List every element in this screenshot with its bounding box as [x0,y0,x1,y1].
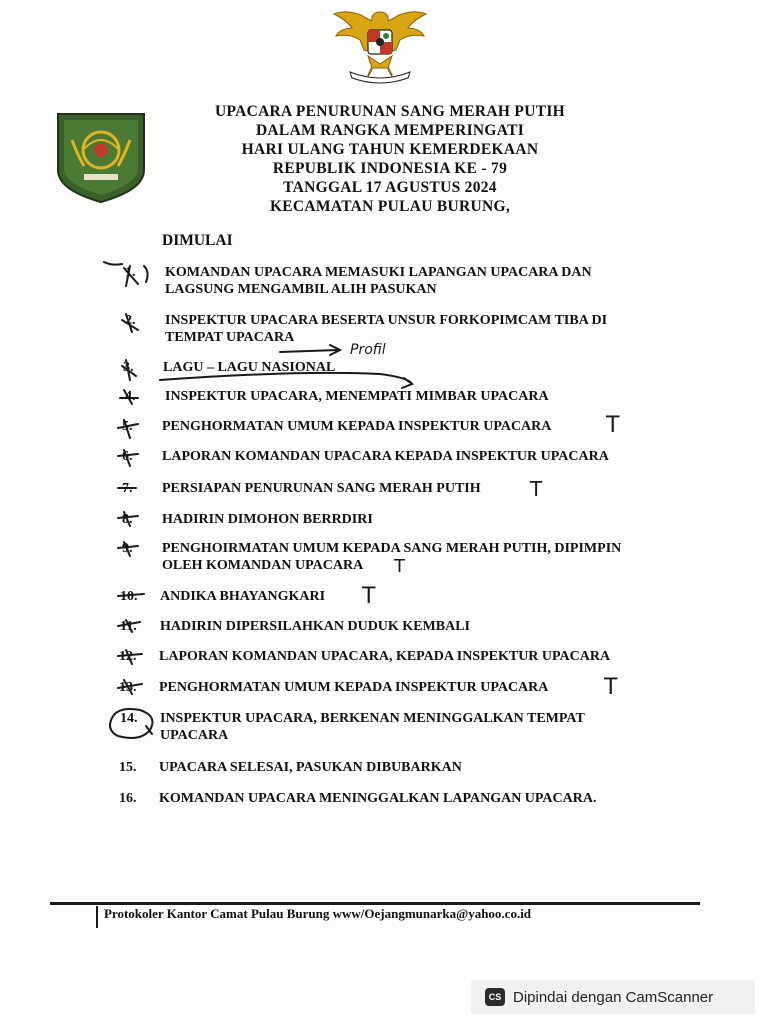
title-line: UPACARA PENURUNAN SANG MERAH PUTIH [214,103,566,120]
item-text: HADIRIN DIMOHON BERRDIRI [162,512,373,527]
camscanner-icon: CS [485,988,505,1006]
list-item [120,588,326,605]
list-item [122,540,622,574]
camscanner-text: Dipindai dengan CamScanner [513,988,714,1006]
profil-note: Profil [350,342,386,358]
list-item [122,418,552,435]
list-item [122,448,609,465]
item-text: TEMPAT UPACARA [165,330,295,345]
list-item [125,388,549,405]
t-mark: T [362,584,376,609]
item-text: PENGHORMATAN UMUM KEPADA INSPEKTUR UPACARA [159,680,549,695]
section-label: DIMULAI [162,232,233,249]
t-mark: T [530,477,543,501]
item-text: OLEH KOMANDAN UPACARA [162,558,364,573]
camscanner-badge [471,980,755,1014]
title-line: HARI ULANG TAHUN KEMERDEKAAN [241,141,539,158]
item-number: 13. [119,680,137,695]
item-number: 5. [122,419,133,434]
item-number: 14. [120,711,138,726]
item-number: 2. [125,313,136,328]
item-text: PENGHORMATAN UMUM KEPADA INSPEKTUR UPACARA [162,419,552,434]
item-number: 9. [122,541,133,556]
item-text: LAPORAN KOMANDAN UPACARA, KEPADA INSPEKTUR UPACARA [159,649,611,664]
item-text: KOMANDAN UPACARA MENINGGALKAN LAPANGAN UPACARA. [159,791,597,806]
title-line: TANGGAL 17 AGUSTUS 2024 [283,179,497,196]
t-mark: T [606,413,620,438]
list-item [120,618,470,635]
item-number: 4. [125,389,136,404]
item-text: LAPORAN KOMANDAN UPACARA KEPADA INSPEKTUR UPACARA [162,449,609,464]
item-number: 15. [119,760,137,775]
t-mark: T [604,675,618,700]
item-number: 8. [122,512,133,527]
t-mark: T [394,556,405,577]
item-number: 1. [125,265,136,280]
item-text: UPACARA [160,728,229,743]
list-item [119,790,597,807]
title-line: DALAM RANGKA MEMPERINGATI [255,122,525,139]
item-text: INSPEKTUR UPACARA BESERTA UNSUR FORKOPIMCAM TIBA DI [165,313,608,328]
item-number: 3. [123,360,134,375]
item-text: INSPEKTUR UPACARA, MENEMPATI MIMBAR UPACARA [165,389,549,404]
list-item [125,312,608,346]
title-line: REPUBLIK INDONESIA KE - 79 [272,160,508,177]
item-text: PERSIAPAN PENURUNAN SANG MERAH PUTIH [162,481,481,496]
footer-rule [50,902,700,905]
list-item [122,511,373,528]
item-text: PENGHOIRMATAN UMUM KEPADA SANG MERAH PUTIH, DIPIMPIN [162,541,622,556]
item-number: 6. [122,449,133,464]
item-number: 10. [120,589,138,604]
item-text: INSPEKTUR UPACARA, BERKENAN MENINGGALKAN TEMPAT [160,711,585,726]
item-number: 12. [119,649,137,664]
item-text: LAGU – LAGU NASIONAL [163,360,336,375]
item-text: KOMANDAN UPACARA MEMASUKI LAPANGAN UPACARA DAN [165,265,592,280]
list-item [125,264,592,298]
item-number: 7. [122,481,133,496]
item-number: 11. [120,619,137,634]
title-line: KECAMATAN PULAU BURUNG, [269,198,511,215]
item-number: 16. [119,791,137,806]
footer-text: Protokoler Kantor Camat Pulau Burung www/Oejangmunarka@yahoo.co.id [104,906,532,921]
item-text: ANDIKA BHAYANGKARI [160,589,326,604]
item-text: HADIRIN DIPERSILAHKAN DUDUK KEMBALI [160,619,470,634]
list-item [119,679,549,696]
list-item [119,648,611,665]
list-item [119,759,462,776]
list-item [120,710,585,744]
item-text: LAGSUNG MENGAMBIL ALIH PASUKAN [165,282,437,297]
list-item [122,480,481,497]
list-item [123,359,336,376]
footer-rule-tick [96,906,98,928]
item-text: UPACARA SELESAI, PASUKAN DIBUBARKAN [159,760,462,775]
